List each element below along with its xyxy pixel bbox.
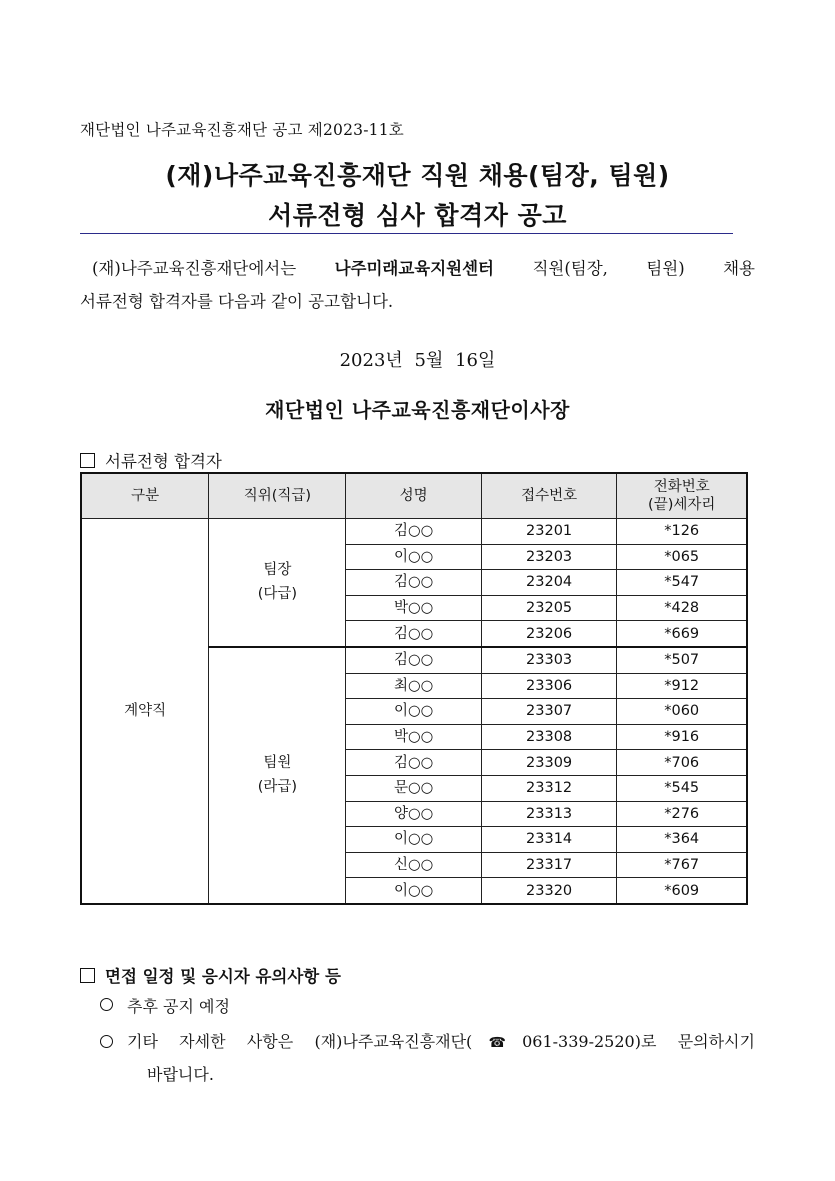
- phone-cell: *767: [617, 852, 747, 878]
- name-cell: 박○○: [346, 724, 481, 750]
- notice-number: 재단법인 나주교육진흥재단 공고 제2023-11호: [80, 121, 404, 139]
- receipt-cell: 23317: [481, 852, 617, 878]
- phone-cell: *916: [617, 724, 747, 750]
- receipt-cell: 23201: [481, 519, 617, 545]
- phone-cell: *126: [617, 519, 747, 545]
- receipt-cell: 23308: [481, 724, 617, 750]
- phone-cell: *060: [617, 699, 747, 725]
- results-table: [80, 472, 748, 905]
- rank-cell: 팀원 (라급): [209, 647, 346, 904]
- name-cell: 이○○: [346, 827, 481, 853]
- table-header-row: [81, 473, 747, 519]
- name-cell: 이○○: [346, 699, 481, 725]
- receipt-cell: 23320: [481, 878, 617, 904]
- name-cell: 김○○: [346, 519, 481, 545]
- name-cell: 김○○: [346, 570, 481, 596]
- phone-cell: *276: [617, 801, 747, 827]
- phone-cell: *065: [617, 544, 747, 570]
- checkbox-square-icon: [80, 453, 95, 468]
- page-title-line1: (재)나주교육진흥재단 직원 채용(팀장, 팀원): [165, 161, 670, 190]
- title-divider: [80, 233, 733, 234]
- receipt-cell: 23303: [481, 647, 617, 673]
- receipt-cell: 23309: [481, 750, 617, 776]
- header-rank: 직위(직급): [209, 473, 346, 519]
- name-cell: 최○○: [346, 673, 481, 699]
- circle-bullet-icon: [100, 998, 113, 1011]
- table-body: [81, 519, 747, 904]
- name-cell: 양○○: [346, 801, 481, 827]
- section2-heading-text: 면접 일정 및 응시자 유의사항 등: [105, 967, 341, 986]
- phone-cell: *428: [617, 595, 747, 621]
- header-receipt: 접수번호: [481, 473, 617, 519]
- page-title-line2: 서류전형 심사 합격자 공고: [268, 201, 567, 230]
- notice-date: 2023년 5월 16일: [339, 350, 496, 371]
- name-cell: 이○○: [346, 544, 481, 570]
- phone-cell: *507: [617, 647, 747, 673]
- receipt-cell: 23306: [481, 673, 617, 699]
- receipt-cell: 23307: [481, 699, 617, 725]
- header-name: 성명: [346, 473, 481, 519]
- bullet-item-1: [100, 994, 230, 1017]
- name-cell: 김○○: [346, 750, 481, 776]
- receipt-cell: 23312: [481, 775, 617, 801]
- contact-phone: 061-339-2520: [522, 1032, 635, 1051]
- name-cell: 신○○: [346, 852, 481, 878]
- phone-cell: *364: [617, 827, 747, 853]
- intro-paragraph: [80, 252, 755, 318]
- name-cell: 이○○: [346, 878, 481, 904]
- category-cell: 계약직: [81, 519, 209, 904]
- phone-cell: *545: [617, 775, 747, 801]
- phone-cell: *912: [617, 673, 747, 699]
- name-cell: 김○○: [346, 621, 481, 647]
- intro-center-name: 나주미래교육지원센터: [334, 259, 494, 278]
- issuer-name: 재단법인 나주교육진흥재단이사장: [265, 398, 570, 422]
- intro-prefix: (재)나주교육진흥재단에서는: [92, 259, 335, 278]
- phone-cell: *547: [617, 570, 747, 596]
- bullet-2-line2: 바랍니다.: [147, 1065, 214, 1084]
- checkbox-square-icon: [80, 968, 95, 983]
- name-cell: 문○○: [346, 775, 481, 801]
- section1-heading: [80, 448, 222, 472]
- receipt-cell: 23314: [481, 827, 617, 853]
- name-cell: 박○○: [346, 595, 481, 621]
- phone-icon: ☎: [472, 1035, 523, 1051]
- receipt-cell: 23205: [481, 595, 617, 621]
- bullet-1-text: 추후 공지 예정: [127, 997, 230, 1016]
- phone-cell: *706: [617, 750, 747, 776]
- intro-suffix: 직원(팀장, 팀원) 채용: [494, 259, 755, 278]
- header-phone: 전화번호 (끝)세자리: [617, 473, 747, 519]
- section2-heading: [80, 963, 341, 987]
- phone-cell: *669: [617, 621, 747, 647]
- phone-cell: *609: [617, 878, 747, 904]
- bullet-item-2: [100, 1026, 755, 1091]
- header-category: 구분: [81, 473, 209, 519]
- table-row: [81, 519, 747, 545]
- circle-bullet-icon: [100, 1035, 113, 1048]
- receipt-cell: 23204: [481, 570, 617, 596]
- name-cell: 김○○: [346, 647, 481, 673]
- receipt-cell: 23206: [481, 621, 617, 647]
- intro-line2: 서류전형 합격자를 다음과 같이 공고합니다.: [80, 292, 394, 311]
- receipt-cell: 23203: [481, 544, 617, 570]
- section1-heading-text: 서류전형 합격자: [105, 452, 222, 471]
- intro-line1: [80, 252, 755, 285]
- bullet-2-line1: 기타 자세한 사항은 (재)나주교육진흥재단(☎061-339-2520)로 문의하시기: [127, 1032, 755, 1051]
- rank-cell: 팀장 (다급): [209, 519, 346, 647]
- receipt-cell: 23313: [481, 801, 617, 827]
